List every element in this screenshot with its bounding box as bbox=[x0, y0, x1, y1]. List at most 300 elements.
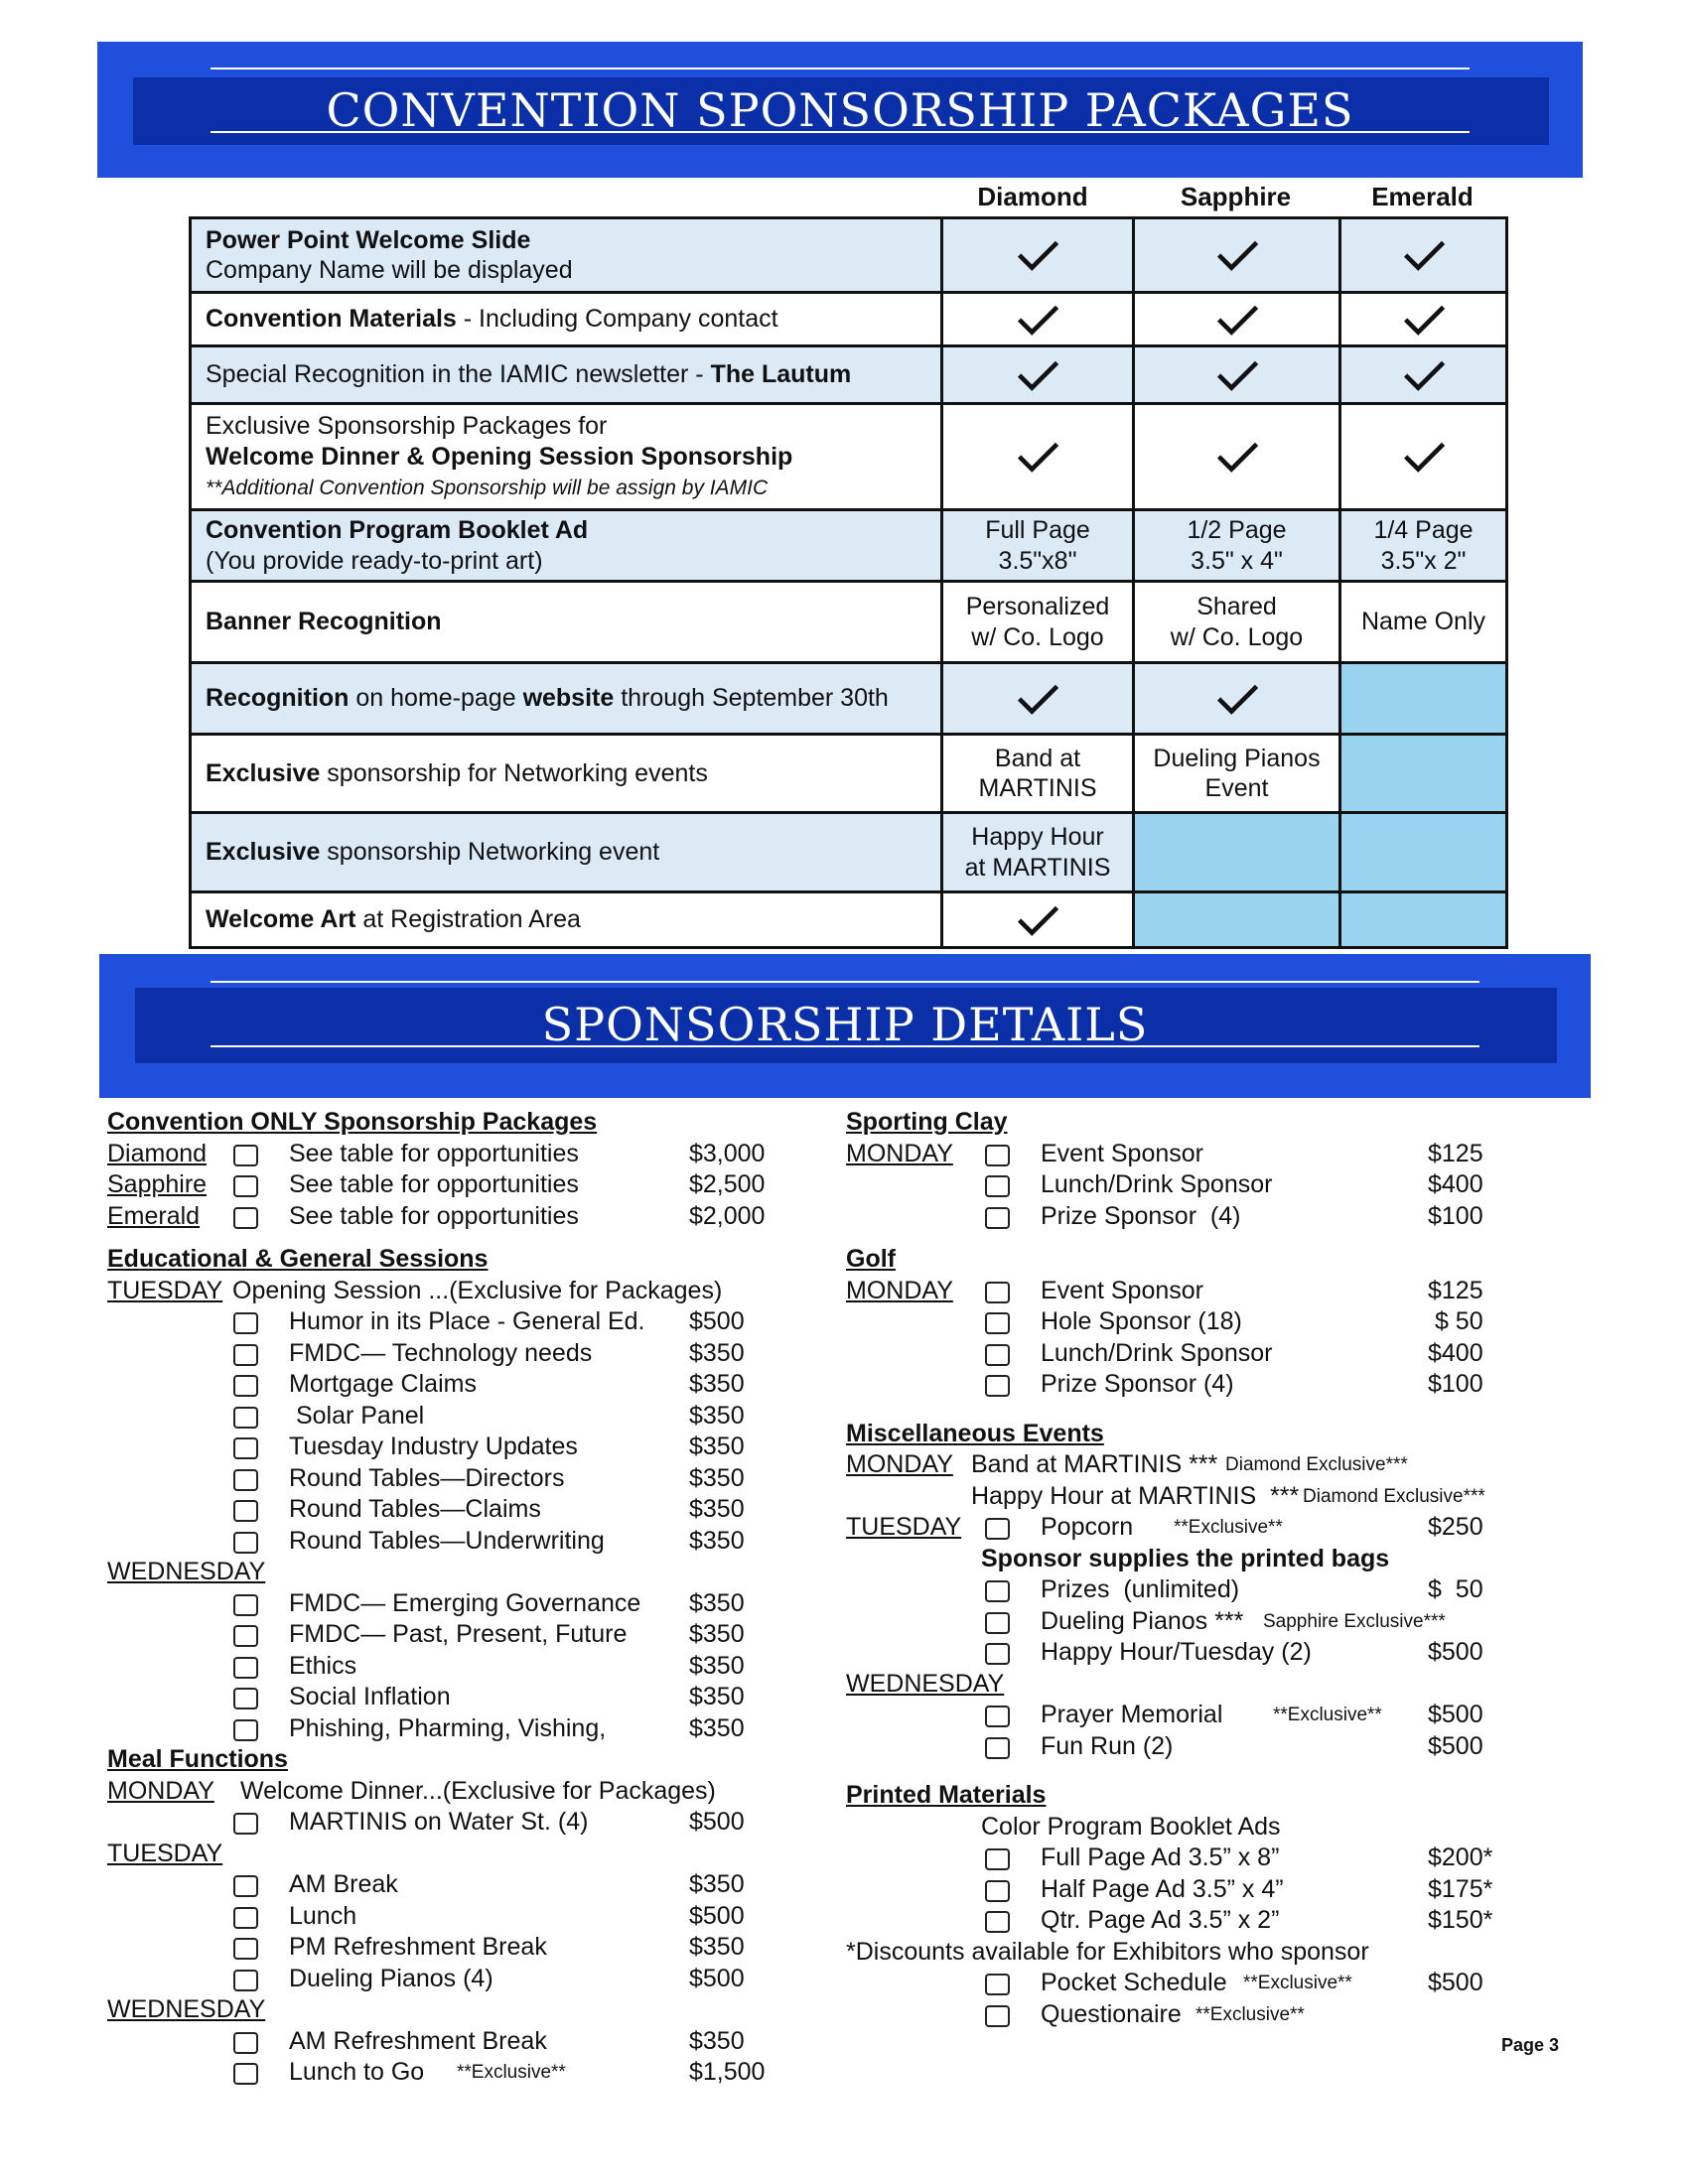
row-label bbox=[191, 218, 942, 293]
list-item bbox=[107, 1619, 802, 1651]
diamond-cell bbox=[942, 663, 1134, 735]
misc-heading: Miscellaneous Events bbox=[846, 1419, 1104, 1447]
day-label: MONDAY bbox=[846, 1450, 953, 1478]
item-desc: Dueling Pianos (4) bbox=[289, 1964, 493, 1992]
item-desc: Prize Sponsor (4) bbox=[1041, 1201, 1241, 1230]
checkbox[interactable] bbox=[233, 1657, 258, 1679]
item-price: $175* bbox=[1428, 1874, 1493, 1903]
row-title: Welcome Dinner & Opening Session Sponsorship bbox=[206, 442, 793, 471]
checkbox[interactable] bbox=[233, 1375, 258, 1397]
list-item bbox=[846, 1369, 1561, 1401]
cell-line: Event bbox=[1204, 774, 1269, 802]
item-desc: FMDC— Emerging Governance bbox=[289, 1588, 641, 1617]
check-icon bbox=[1015, 897, 1060, 943]
table-row bbox=[191, 892, 1507, 948]
checkbox[interactable] bbox=[985, 1974, 1010, 1995]
item-price: $350 bbox=[689, 1526, 745, 1555]
diamond-cell bbox=[942, 293, 1134, 346]
table-row bbox=[191, 218, 1507, 293]
cell-line: 1/2 Page bbox=[1187, 516, 1287, 544]
diamond-cell bbox=[942, 892, 1134, 948]
sapphire-cell bbox=[1134, 293, 1340, 346]
list-item bbox=[846, 1905, 1561, 1937]
meal-heading: Meal Functions bbox=[107, 1745, 288, 1773]
item-desc: Round Tables—Directors bbox=[289, 1463, 565, 1492]
item-desc: Pocket Schedule bbox=[1041, 1969, 1227, 1996]
exclusive-tag: **Exclusive** bbox=[1196, 2003, 1305, 2025]
row-title: The Lautum bbox=[710, 360, 852, 389]
item-desc: Band at MARTINIS *** bbox=[971, 1450, 1218, 1478]
diamond-cell bbox=[942, 510, 1134, 582]
row-label bbox=[191, 892, 942, 948]
list-item bbox=[846, 1306, 1561, 1338]
item-price: $250 bbox=[1428, 1513, 1483, 1541]
item-price: $500 bbox=[689, 1808, 745, 1836]
list-item bbox=[846, 1139, 1561, 1170]
row-title: Power Point Welcome Slide bbox=[206, 225, 531, 254]
row-label bbox=[191, 582, 942, 663]
item-desc: See table for opportunities bbox=[289, 1170, 579, 1198]
check-icon bbox=[1015, 297, 1060, 342]
checkbox[interactable] bbox=[233, 1875, 258, 1897]
sapphire-cell bbox=[1134, 218, 1340, 293]
details-title: SPONSORSHIP DETAILS bbox=[541, 998, 1149, 1051]
row-title: Banner Recognition bbox=[206, 608, 442, 636]
item-price: $350 bbox=[689, 1588, 745, 1617]
table-row bbox=[191, 510, 1507, 582]
table-row bbox=[191, 346, 1507, 404]
cell-line: Shared bbox=[1196, 593, 1277, 620]
checkbox[interactable] bbox=[233, 2032, 258, 2054]
checkbox[interactable] bbox=[985, 1282, 1010, 1303]
item-price: $350 bbox=[689, 1683, 745, 1710]
list-item bbox=[846, 1731, 1561, 1763]
list-item bbox=[107, 1369, 802, 1401]
item-desc: Full Page Ad 3.5” x 8” bbox=[1041, 1843, 1280, 1871]
checkbox[interactable] bbox=[233, 1469, 258, 1491]
packages-table bbox=[189, 216, 1508, 949]
item-desc: Half Page Ad 3.5” x 4” bbox=[1041, 1874, 1284, 1903]
list-item bbox=[107, 1588, 802, 1620]
item-desc: Happy Hour/Tuesday (2) bbox=[1041, 1638, 1312, 1666]
item-price: $500 bbox=[689, 1901, 745, 1930]
cell-line: Full Page bbox=[985, 516, 1090, 544]
diamond-cell bbox=[942, 404, 1134, 510]
checkbox[interactable] bbox=[233, 1594, 258, 1616]
checkbox[interactable] bbox=[985, 1375, 1010, 1397]
banner-rule-top bbox=[211, 981, 1479, 983]
item-price: $350 bbox=[689, 1713, 745, 1742]
day-row bbox=[107, 1994, 802, 2026]
row-label bbox=[191, 663, 942, 735]
banner-rule-top bbox=[211, 68, 1470, 69]
item-desc: Popcorn bbox=[1041, 1513, 1134, 1541]
checkbox[interactable] bbox=[233, 1719, 258, 1741]
list-item bbox=[846, 1574, 1561, 1606]
item-desc: Dueling Pianos *** bbox=[1041, 1606, 1244, 1635]
golf-heading: Golf bbox=[846, 1245, 896, 1273]
checkbox[interactable] bbox=[985, 1612, 1010, 1634]
check-icon bbox=[1401, 434, 1447, 479]
section-heading bbox=[846, 1780, 1561, 1812]
check-icon bbox=[1214, 352, 1260, 398]
item-price: $2,500 bbox=[689, 1170, 766, 1198]
list-item bbox=[846, 1968, 1561, 1999]
row-text: Special Recognition in the IAMIC newsletter - bbox=[206, 360, 711, 389]
print-heading: Printed Materials bbox=[846, 1781, 1047, 1809]
item-price: $500 bbox=[1428, 1638, 1483, 1666]
emerald-cell-empty bbox=[1340, 892, 1507, 948]
item-desc: Lunch/Drink Sponsor bbox=[1041, 1338, 1273, 1367]
bags-note: Sponsor supplies the printed bags bbox=[981, 1544, 1390, 1572]
emerald-cell bbox=[1340, 346, 1507, 404]
col-head-sapphire: Sapphire bbox=[1180, 182, 1292, 211]
checkbox[interactable] bbox=[233, 1500, 258, 1522]
day-label: WEDNESDAY bbox=[846, 1669, 1005, 1698]
item-price: $ 50 bbox=[1428, 1307, 1483, 1335]
list-item bbox=[846, 1874, 1561, 1906]
day-label: TUESDAY bbox=[107, 1276, 223, 1304]
item-desc: FMDC— Past, Present, Future bbox=[289, 1620, 628, 1648]
list-item bbox=[846, 1512, 1561, 1544]
checkbox[interactable] bbox=[233, 1938, 258, 1960]
col-head-emerald: Emerald bbox=[1371, 182, 1474, 211]
table-row bbox=[191, 293, 1507, 346]
list-item bbox=[107, 1713, 802, 1745]
checkbox[interactable] bbox=[985, 1344, 1010, 1366]
item-price: $350 bbox=[689, 1463, 745, 1492]
item-price: $125 bbox=[1428, 1276, 1483, 1304]
check-icon bbox=[1214, 232, 1260, 278]
day-label: MONDAY bbox=[846, 1276, 953, 1304]
item-desc: Tuesday Industry Updates bbox=[289, 1433, 578, 1460]
row-bold: Recognition bbox=[206, 684, 350, 713]
item-desc: Qtr. Page Ad 3.5” x 2” bbox=[1041, 1906, 1280, 1934]
section-heading bbox=[846, 1107, 1561, 1139]
item-desc: Lunch bbox=[289, 1901, 357, 1930]
edu-heading: Educational & General Sessions bbox=[107, 1245, 489, 1273]
packages-title: CONVENTION SPONSORSHIP PACKAGES bbox=[326, 83, 1354, 137]
checkbox[interactable] bbox=[985, 1207, 1010, 1229]
list-item bbox=[107, 2026, 802, 2058]
tier-name: Emerald bbox=[107, 1201, 201, 1230]
list-item bbox=[107, 1494, 802, 1526]
list-item bbox=[846, 1700, 1561, 1731]
item-price: $350 bbox=[689, 1651, 745, 1680]
session-text: Opening Session ...(Exclusive for Packages) bbox=[232, 1276, 723, 1304]
day-row bbox=[846, 1669, 1561, 1701]
row-text: sponsorship for Networking events bbox=[320, 758, 708, 787]
conv-heading: Convention ONLY Sponsorship Packages bbox=[107, 1108, 598, 1136]
checkbox[interactable] bbox=[233, 1437, 258, 1459]
list-item bbox=[107, 1964, 802, 1995]
sapphire-cell bbox=[1134, 663, 1340, 735]
emerald-cell bbox=[1340, 582, 1507, 663]
cell-line: w/ Co. Logo bbox=[1170, 622, 1304, 651]
item-price: $350 bbox=[689, 1401, 745, 1430]
note-row bbox=[846, 1812, 1561, 1843]
item-price: $100 bbox=[1428, 1370, 1483, 1398]
diamond-cell bbox=[942, 346, 1134, 404]
list-item bbox=[846, 1169, 1561, 1201]
list-item bbox=[107, 1651, 802, 1683]
row-label bbox=[191, 510, 942, 582]
list-item bbox=[846, 1338, 1561, 1370]
item-price: $ 50 bbox=[1428, 1575, 1483, 1603]
list-item bbox=[846, 1481, 1561, 1513]
exclusive-tag: Diamond Exclusive*** bbox=[1303, 1485, 1485, 1507]
item-price: $350 bbox=[689, 1433, 745, 1460]
list-item bbox=[107, 1932, 802, 1964]
checkbox[interactable] bbox=[233, 1688, 258, 1709]
list-item bbox=[107, 1306, 802, 1338]
checkbox[interactable] bbox=[233, 1625, 258, 1647]
list-item bbox=[107, 1338, 802, 1370]
note-row bbox=[846, 1937, 1561, 1969]
item-desc: Fun Run (2) bbox=[1041, 1731, 1174, 1760]
cell-line: 3.5"x 2" bbox=[1380, 546, 1467, 575]
checkbox[interactable] bbox=[233, 1970, 258, 1991]
row-text: at Registration Area bbox=[355, 905, 581, 934]
item-price: $400 bbox=[1428, 1170, 1483, 1198]
diamond-cell bbox=[942, 813, 1134, 892]
checkbox[interactable] bbox=[233, 1344, 258, 1366]
tier-name: Diamond bbox=[107, 1139, 208, 1167]
checkbox[interactable] bbox=[985, 2005, 1010, 2027]
color-ads-label: Color Program Booklet Ads bbox=[981, 1812, 1281, 1841]
checkbox[interactable] bbox=[233, 1145, 258, 1166]
section-heading bbox=[846, 1419, 1561, 1450]
item-desc: Prizes (unlimited) bbox=[1041, 1575, 1240, 1603]
diamond-cell bbox=[942, 735, 1134, 813]
day-label: WEDNESDAY bbox=[107, 1558, 266, 1585]
item-desc: Event Sponsor bbox=[1041, 1139, 1203, 1167]
item-price: $3,000 bbox=[689, 1139, 766, 1167]
checkbox[interactable] bbox=[985, 1580, 1010, 1602]
row-bold: Exclusive bbox=[206, 838, 321, 867]
day-label: TUESDAY bbox=[107, 1839, 223, 1867]
day-row bbox=[107, 1776, 802, 1808]
item-price: $125 bbox=[1428, 1139, 1483, 1167]
list-item bbox=[107, 1139, 802, 1170]
row-bold: Exclusive bbox=[206, 758, 321, 787]
item-desc: FMDC— Technology needs bbox=[289, 1338, 593, 1367]
row-title: Convention Materials bbox=[206, 305, 457, 334]
tier-name: Sapphire bbox=[107, 1170, 208, 1198]
checkbox[interactable] bbox=[985, 1880, 1010, 1902]
row-text: on home-page bbox=[349, 684, 523, 713]
check-icon bbox=[1015, 434, 1060, 479]
list-item bbox=[846, 1276, 1561, 1307]
day-label: MONDAY bbox=[107, 1776, 214, 1805]
item-price: $350 bbox=[689, 1933, 745, 1961]
check-icon bbox=[1015, 352, 1060, 398]
cell-line: Name Only bbox=[1360, 608, 1486, 636]
item-price: $200* bbox=[1428, 1843, 1493, 1871]
right-column bbox=[846, 1107, 1561, 2030]
day-label: TUESDAY bbox=[846, 1513, 962, 1541]
exclusive-tag: Sapphire Exclusive*** bbox=[1263, 1610, 1446, 1632]
row-label bbox=[191, 404, 942, 510]
check-icon bbox=[1015, 232, 1060, 278]
checkbox[interactable] bbox=[985, 1175, 1010, 1197]
session-text: Welcome Dinner...(Exclusive for Packages) bbox=[240, 1776, 716, 1805]
item-desc: Lunch to Go bbox=[289, 2058, 425, 2086]
list-item bbox=[107, 1901, 802, 1933]
list-item bbox=[846, 1201, 1561, 1233]
packages-banner bbox=[97, 42, 1583, 178]
check-icon bbox=[1015, 676, 1060, 722]
list-item bbox=[846, 1999, 1561, 2031]
section-heading bbox=[846, 1244, 1561, 1276]
checkbox[interactable] bbox=[985, 1706, 1010, 1727]
checkbox[interactable] bbox=[985, 1643, 1010, 1665]
exclusive-tag: **Exclusive** bbox=[1243, 1973, 1352, 1993]
emerald-cell bbox=[1340, 404, 1507, 510]
check-icon bbox=[1214, 434, 1260, 479]
row-text: through September 30th bbox=[614, 684, 889, 713]
list-item bbox=[107, 1463, 802, 1495]
item-desc: Prayer Memorial bbox=[1041, 1701, 1223, 1728]
item-desc: Lunch/Drink Sponsor bbox=[1041, 1170, 1273, 1198]
sapphire-cell bbox=[1134, 582, 1340, 663]
emerald-cell bbox=[1340, 218, 1507, 293]
checkbox[interactable] bbox=[233, 1407, 258, 1429]
row-text: sponsorship Networking event bbox=[320, 838, 660, 867]
item-desc: Happy Hour at MARTINIS *** bbox=[971, 1481, 1300, 1510]
list-item bbox=[107, 1682, 802, 1713]
emerald-cell-empty bbox=[1340, 735, 1507, 813]
table-row bbox=[191, 735, 1507, 813]
day-label: MONDAY bbox=[846, 1139, 953, 1167]
section-heading bbox=[107, 1244, 802, 1276]
item-desc: AM Break bbox=[289, 1870, 398, 1898]
cell-line: 3.5"x8" bbox=[998, 546, 1077, 575]
list-item bbox=[107, 1526, 802, 1558]
day-row bbox=[107, 1557, 802, 1588]
cell-line: Band at bbox=[994, 744, 1081, 772]
item-desc: Mortgage Claims bbox=[289, 1370, 477, 1398]
sapphire-cell-empty bbox=[1134, 892, 1340, 948]
item-price: $500 bbox=[689, 1307, 745, 1335]
list-item bbox=[846, 1449, 1561, 1481]
cell-line: 3.5" x 4" bbox=[1191, 546, 1283, 575]
item-desc: Solar Panel bbox=[289, 1401, 425, 1430]
checkbox[interactable] bbox=[985, 1737, 1010, 1759]
checkbox[interactable] bbox=[985, 1911, 1010, 1933]
check-icon bbox=[1401, 297, 1447, 342]
left-column bbox=[107, 1107, 802, 2089]
sapphire-cell bbox=[1134, 510, 1340, 582]
checkbox[interactable] bbox=[985, 1518, 1010, 1540]
day-row bbox=[107, 1276, 802, 1307]
checkbox[interactable] bbox=[985, 1848, 1010, 1870]
diamond-cell bbox=[942, 218, 1134, 293]
check-icon bbox=[1214, 297, 1260, 342]
item-desc: Event Sponsor bbox=[1041, 1276, 1203, 1304]
item-price: $350 bbox=[689, 1495, 745, 1523]
item-price: $500 bbox=[689, 1964, 745, 1992]
cell-line: Happy Hour bbox=[971, 823, 1104, 851]
item-desc: Prize Sponsor (4) bbox=[1041, 1370, 1234, 1398]
item-price: $1,500 bbox=[689, 2058, 766, 2086]
page-number: Page 3 bbox=[1501, 2035, 1560, 2055]
item-desc: Ethics bbox=[289, 1651, 357, 1680]
col-head-diamond: Diamond bbox=[977, 182, 1088, 211]
row-label bbox=[191, 293, 942, 346]
row-label bbox=[191, 346, 942, 404]
list-item bbox=[107, 1807, 802, 1839]
sapphire-cell-empty bbox=[1134, 813, 1340, 892]
note-row bbox=[846, 1544, 1561, 1575]
list-item bbox=[107, 1869, 802, 1901]
item-desc: See table for opportunities bbox=[289, 1139, 579, 1167]
item-desc: Hole Sponsor (18) bbox=[1041, 1307, 1242, 1335]
checkbox[interactable] bbox=[985, 1312, 1010, 1334]
row-subtitle: Company Name will be displayed bbox=[206, 256, 573, 284]
item-desc: See table for opportunities bbox=[289, 1201, 579, 1230]
section-heading bbox=[107, 1744, 802, 1776]
checkbox[interactable] bbox=[233, 2063, 258, 2085]
item-price: $350 bbox=[689, 1338, 745, 1367]
checkbox[interactable] bbox=[233, 1907, 258, 1929]
sapphire-cell bbox=[1134, 404, 1340, 510]
checkbox[interactable] bbox=[233, 1813, 258, 1835]
row-note: **Additional Convention Sponsorship will be assign by IAMIC bbox=[206, 477, 769, 500]
list-item bbox=[107, 1169, 802, 1201]
cell-line: MARTINIS bbox=[978, 774, 1097, 802]
list-item bbox=[107, 1201, 802, 1233]
exclusive-tag: **Exclusive** bbox=[1273, 1705, 1382, 1725]
table-row bbox=[191, 582, 1507, 663]
emerald-cell bbox=[1340, 510, 1507, 582]
exclusive-tag: **Exclusive** bbox=[1174, 1517, 1283, 1538]
check-icon bbox=[1401, 352, 1447, 398]
cell-line: Personalized bbox=[965, 593, 1110, 620]
check-icon bbox=[1401, 232, 1447, 278]
list-item bbox=[846, 1843, 1561, 1874]
item-price: $500 bbox=[1428, 1701, 1483, 1728]
cell-line: 1/4 Page bbox=[1373, 516, 1474, 544]
item-price: $2,000 bbox=[689, 1201, 766, 1230]
exclusive-tag: Diamond Exclusive*** bbox=[1225, 1454, 1408, 1475]
discount-note: *Discounts available for Exhibitors who sponsor bbox=[846, 1937, 1369, 1966]
exclusive-tag: **Exclusive** bbox=[457, 2062, 566, 2083]
item-desc: Round Tables—Underwriting bbox=[289, 1526, 605, 1555]
list-item bbox=[107, 1401, 802, 1433]
item-desc: Humor in its Place - General Ed. bbox=[289, 1307, 645, 1335]
row-text: - Including Company contact bbox=[456, 305, 778, 334]
item-desc: Social Inflation bbox=[289, 1683, 451, 1710]
checkbox[interactable] bbox=[985, 1145, 1010, 1166]
row-subtitle: (You provide ready-to-print art) bbox=[206, 546, 543, 575]
list-item bbox=[846, 1606, 1561, 1638]
checkbox[interactable] bbox=[233, 1207, 258, 1229]
item-desc: Round Tables—Claims bbox=[289, 1495, 541, 1523]
row-label bbox=[191, 813, 942, 892]
checkbox[interactable] bbox=[233, 1532, 258, 1554]
item-desc: Phishing, Pharming, Vishing, bbox=[289, 1713, 607, 1742]
item-desc: MARTINIS on Water St. (4) bbox=[289, 1808, 589, 1836]
item-price: $500 bbox=[1428, 1969, 1483, 1996]
cell-line: w/ Co. Logo bbox=[971, 622, 1104, 651]
table-row bbox=[191, 404, 1507, 510]
checkbox[interactable] bbox=[233, 1175, 258, 1197]
cell-line: at MARTINIS bbox=[964, 853, 1111, 882]
item-desc: PM Refreshment Break bbox=[289, 1933, 547, 1961]
row-title: Convention Program Booklet Ad bbox=[206, 516, 589, 544]
checkbox[interactable] bbox=[233, 1312, 258, 1334]
